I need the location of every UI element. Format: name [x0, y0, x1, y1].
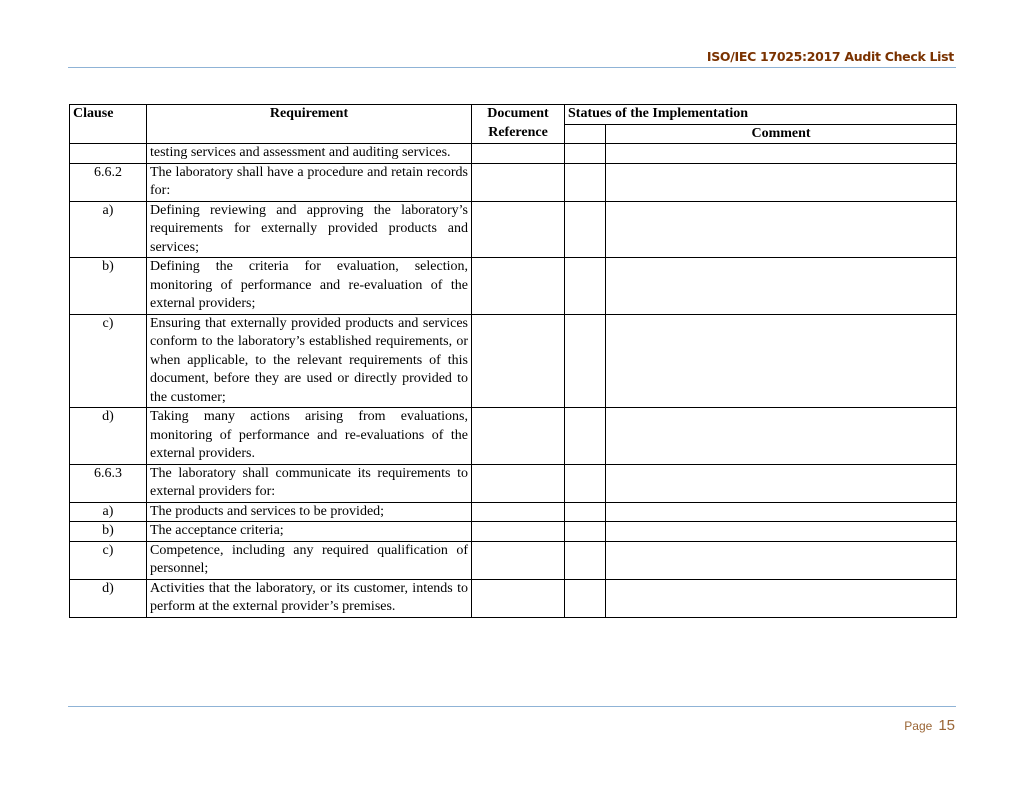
- footer-rule: [68, 706, 956, 707]
- table-row: [70, 144, 957, 164]
- requirement-cell: The laboratory shall communicate its requirements to external providers for:: [147, 464, 472, 502]
- clause-cell: 6.6.2: [70, 163, 147, 201]
- clause-cell: d): [70, 408, 147, 465]
- document-cell: [472, 258, 565, 315]
- status-cell: [565, 144, 606, 164]
- table-row: [70, 314, 957, 408]
- document-cell: [472, 541, 565, 579]
- comment-cell: [606, 314, 957, 408]
- requirement-cell: The acceptance criteria;: [147, 522, 472, 542]
- document-cell: [472, 314, 565, 408]
- requirement-cell: The products and services to be provided;: [147, 502, 472, 522]
- document-reference-header: [472, 105, 565, 144]
- status-cell: [565, 314, 606, 408]
- table-row: [70, 464, 957, 502]
- page-label: Page: [904, 719, 933, 733]
- table-row: [70, 408, 957, 465]
- clause-cell: c): [70, 541, 147, 579]
- clause-header: Clause: [70, 105, 147, 144]
- status-cell: [565, 541, 606, 579]
- clause-cell: a): [70, 502, 147, 522]
- requirement-cell: testing services and assessment and auditing services.: [147, 144, 472, 164]
- document-cell: [472, 522, 565, 542]
- document-title: ISO/IEC 17025:2017 Audit Check List: [706, 49, 954, 64]
- requirement-cell: Taking many actions arising from evaluations, monitoring of performance and re-evaluations of the external providers.: [147, 408, 472, 465]
- document-cell: [472, 144, 565, 164]
- table-row: [70, 522, 957, 542]
- requirement-cell: Defining the criteria for evaluation, selection, monitoring of performance and re-evaluation of the external providers;: [147, 258, 472, 315]
- requirement-header: Requirement: [147, 105, 472, 144]
- table-header-row: [70, 105, 957, 125]
- clause-cell: a): [70, 201, 147, 258]
- requirement-cell: Defining reviewing and approving the laboratory’s requirements for externally provided products and services;: [147, 201, 472, 258]
- status-blank-header: [565, 124, 606, 144]
- status-cell: [565, 163, 606, 201]
- document-header-line1: Document: [487, 106, 549, 121]
- status-cell: [565, 502, 606, 522]
- status-cell: [565, 258, 606, 315]
- page-number: 15: [938, 717, 955, 734]
- clause-cell: d): [70, 579, 147, 617]
- document-cell: [472, 408, 565, 465]
- table-row: [70, 579, 957, 617]
- table-row: [70, 541, 957, 579]
- document-cell: [472, 464, 565, 502]
- table-row: [70, 502, 957, 522]
- comment-header: Comment: [606, 124, 957, 144]
- clause-cell: 6.6.3: [70, 464, 147, 502]
- comment-cell: [606, 464, 957, 502]
- document-cell: [472, 502, 565, 522]
- requirement-cell: The laboratory shall have a procedure and retain records for:: [147, 163, 472, 201]
- comment-cell: [606, 408, 957, 465]
- clause-cell: b): [70, 522, 147, 542]
- comment-cell: [606, 541, 957, 579]
- table-row: [70, 201, 957, 258]
- status-cell: [565, 201, 606, 258]
- requirement-cell: Activities that the laboratory, or its customer, intends to perform at the external provider’s premises.: [147, 579, 472, 617]
- document-cell: [472, 163, 565, 201]
- comment-cell: [606, 201, 957, 258]
- comment-cell: [606, 258, 957, 315]
- comment-cell: [606, 579, 957, 617]
- status-header: Statues of the Implementation: [565, 105, 957, 125]
- document-cell: [472, 201, 565, 258]
- status-cell: [565, 464, 606, 502]
- clause-cell: [70, 144, 147, 164]
- requirement-cell: Competence, including any required qualification of personnel;: [147, 541, 472, 579]
- header-rule: [68, 67, 956, 68]
- comment-cell: [606, 144, 957, 164]
- comment-cell: [606, 522, 957, 542]
- document-header-line2: Reference: [488, 124, 548, 140]
- table-row: [70, 163, 957, 201]
- status-cell: [565, 408, 606, 465]
- requirement-cell: Ensuring that externally provided products and services conform to the laboratory’s established requirements, or when applicable, to the relevant requirements of this document, before they are used or directly provided to the customer;: [147, 314, 472, 408]
- comment-cell: [606, 163, 957, 201]
- page-footer: [904, 717, 955, 735]
- audit-checklist-table: [69, 104, 957, 618]
- table-row: [70, 258, 957, 315]
- status-cell: [565, 522, 606, 542]
- clause-cell: c): [70, 314, 147, 408]
- status-cell: [565, 579, 606, 617]
- clause-cell: b): [70, 258, 147, 315]
- document-cell: [472, 579, 565, 617]
- comment-cell: [606, 502, 957, 522]
